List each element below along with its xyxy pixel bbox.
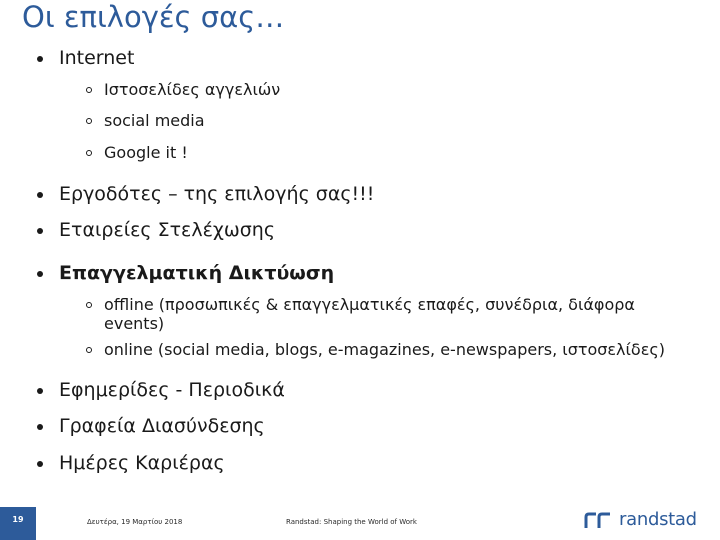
bullet-employers (37, 183, 374, 205)
bullet-newspapers-label: Εφημερίδες - Περιοδικά (59, 379, 285, 401)
sub-bullet-online (86, 340, 665, 359)
bullet-networking-label: Επαγγελματική Δικτύωση (59, 262, 335, 284)
bullet-dot (37, 228, 43, 234)
slide-title: Οι επιλογές σας… (22, 0, 285, 34)
sub-bullet-job-sites-label: Ιστοσελίδες αγγελιών (104, 80, 281, 99)
bullet-internet-label: Internet (59, 47, 135, 69)
bullet-career-days (37, 452, 225, 474)
sub-bullet-google (86, 143, 188, 162)
bullet-staffing (37, 219, 275, 241)
randstad-logo (584, 508, 697, 530)
sub-bullet-social-media (86, 111, 205, 130)
sub-bullet-job-sites (86, 80, 280, 99)
sub-bullet-google-label: Google it ! (104, 143, 188, 162)
sub-bullet-social-media-label: social media (104, 111, 205, 130)
sub-bullet-online-label: online (social media, blogs, e-magazines, e-newspapers, ιστοσελίδες) (104, 340, 665, 359)
sub-bullet-circle (86, 118, 92, 124)
bullet-employers-label: Εργοδότες – της επιλογής σας!!! (59, 183, 375, 205)
sub-bullet-offline (86, 295, 686, 333)
sub-bullet-circle (86, 302, 92, 308)
bullet-dot (37, 192, 43, 198)
bullet-internet (37, 47, 134, 69)
sub-bullet-offline-label: offline (προσωπικές & επαγγελματικές επαφές, συνέδρια, διάφορα events) (104, 295, 635, 333)
sub-bullet-circle (86, 87, 92, 93)
bullet-liaison (37, 415, 265, 437)
bullet-career-days-label: Ημέρες Καριέρας (59, 452, 225, 474)
page-number: 19 (12, 515, 24, 524)
bullet-dot (37, 424, 43, 430)
sub-bullet-circle (86, 150, 92, 156)
randstad-logo-mark-icon (584, 508, 614, 530)
bullet-dot (37, 461, 43, 467)
sub-bullet-circle (86, 347, 92, 353)
footer-date: Δευτέρα, 19 Μαρτίου 2018 (87, 518, 183, 526)
bullet-newspapers (37, 379, 285, 401)
bullet-networking (37, 262, 334, 284)
bullet-dot (37, 56, 43, 62)
bullet-staffing-label: Εταιρείες Στελέχωσης (59, 219, 275, 241)
bullet-liaison-label: Γραφεία Διασύνδεσης (59, 415, 265, 437)
bullet-dot (37, 388, 43, 394)
randstad-logo-text: randstad (619, 508, 697, 530)
footer-tagline: Randstad: Shaping the World of Work (286, 518, 417, 526)
bullet-dot (37, 271, 43, 277)
